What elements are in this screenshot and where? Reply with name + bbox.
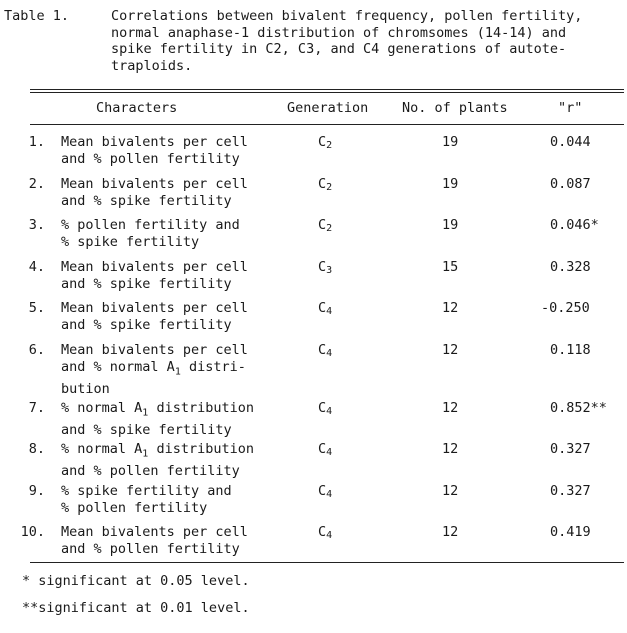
row-r-value: 0.328 <box>550 259 591 275</box>
row-characters: Mean bivalents per cell and % normal $A_1$ distri- bution <box>61 342 248 397</box>
row-r-value: 0.087 <box>550 176 591 192</box>
row-plants: 12 <box>442 524 459 540</box>
table-row <box>0 134 627 174</box>
row-plants: 19 <box>442 176 459 192</box>
row-number: 6. <box>28 342 45 358</box>
row-r-value: -0.250 <box>541 300 590 316</box>
footnote-2: **significant at 0.01 level. <box>22 600 250 616</box>
table-row <box>0 342 627 397</box>
row-r-value: 0.419 <box>550 524 591 540</box>
row-characters: % normal $A_1$ distribution and % spike fertility <box>61 400 254 439</box>
row-generation: $C_4$ <box>318 400 333 417</box>
row-r-value: 0.046* <box>550 217 599 233</box>
row-number: 3. <box>28 217 45 233</box>
row-generation: $C_4$ <box>318 300 333 317</box>
row-characters: Mean bivalents per cell and % spike fertility <box>61 300 248 333</box>
table-row <box>0 400 627 440</box>
header-r: "r" <box>558 100 583 116</box>
table-row <box>0 441 627 481</box>
row-number: 1. <box>28 134 45 150</box>
row-characters: Mean bivalents per cell and % spike fertility <box>61 176 248 209</box>
row-number: 8. <box>28 441 45 457</box>
row-plants: 12 <box>442 342 459 358</box>
row-plants: 19 <box>442 134 459 150</box>
row-r-value: 0.852** <box>550 400 607 416</box>
table-row <box>0 524 627 564</box>
row-characters: Mean bivalents per cell and % spike fertility <box>61 259 248 292</box>
row-generation: $C_4$ <box>318 441 333 458</box>
footnote-1: * significant at 0.05 level. <box>22 573 250 589</box>
row-generation: $C_2$ <box>318 217 333 234</box>
table-row <box>0 176 627 216</box>
row-r-value: 0.044 <box>550 134 591 150</box>
row-plants: 12 <box>442 441 459 457</box>
bottom-rule <box>30 562 624 563</box>
header-characters: Characters <box>96 100 178 116</box>
row-number: 7. <box>28 400 45 416</box>
row-number: 5. <box>28 300 45 316</box>
table-label: Table 1. <box>4 8 70 24</box>
row-r-value: 0.118 <box>550 342 591 358</box>
row-r-value: 0.327 <box>550 483 591 499</box>
row-number: 9. <box>28 483 45 499</box>
row-characters: % pollen fertility and % spike fertility <box>61 217 240 250</box>
top-rule-double <box>30 92 624 93</box>
row-generation: $C_3$ <box>318 259 333 276</box>
row-plants: 15 <box>442 259 459 275</box>
row-characters: % spike fertility and % pollen fertility <box>61 483 232 516</box>
table-row <box>0 300 627 340</box>
row-generation: $C_4$ <box>318 524 333 541</box>
row-characters: Mean bivalents per cell and % pollen fertility <box>61 524 248 557</box>
row-characters: Mean bivalents per cell and % pollen fertility <box>61 134 248 167</box>
row-plants: 12 <box>442 400 459 416</box>
row-generation: $C_4$ <box>318 483 333 500</box>
table-row <box>0 483 627 523</box>
header-plants: No. of plants <box>402 100 508 116</box>
table-caption-text: Correlations between bivalent frequency, pollen fertility, normal anaphase-1 distribution of chromsomes (14-14) and spike fertility in C2, C3, and C4 generations of autote- traploids. <box>111 8 583 74</box>
row-number: 2. <box>28 176 45 192</box>
header-generation: Generation <box>287 100 369 116</box>
row-r-value: 0.327 <box>550 441 591 457</box>
table-row <box>0 217 627 257</box>
row-generation: $C_2$ <box>318 134 333 151</box>
row-plants: 12 <box>442 300 459 316</box>
header-rule <box>30 124 624 125</box>
row-characters: % normal $A_1$ distribution and % pollen fertility <box>61 441 254 480</box>
table-row <box>0 259 627 299</box>
row-generation: $C_4$ <box>318 342 333 359</box>
top-rule <box>30 89 624 90</box>
row-number: 4. <box>28 259 45 275</box>
row-plants: 12 <box>442 483 459 499</box>
row-plants: 19 <box>442 217 459 233</box>
row-number: 10. <box>20 524 45 540</box>
row-generation: $C_2$ <box>318 176 333 193</box>
